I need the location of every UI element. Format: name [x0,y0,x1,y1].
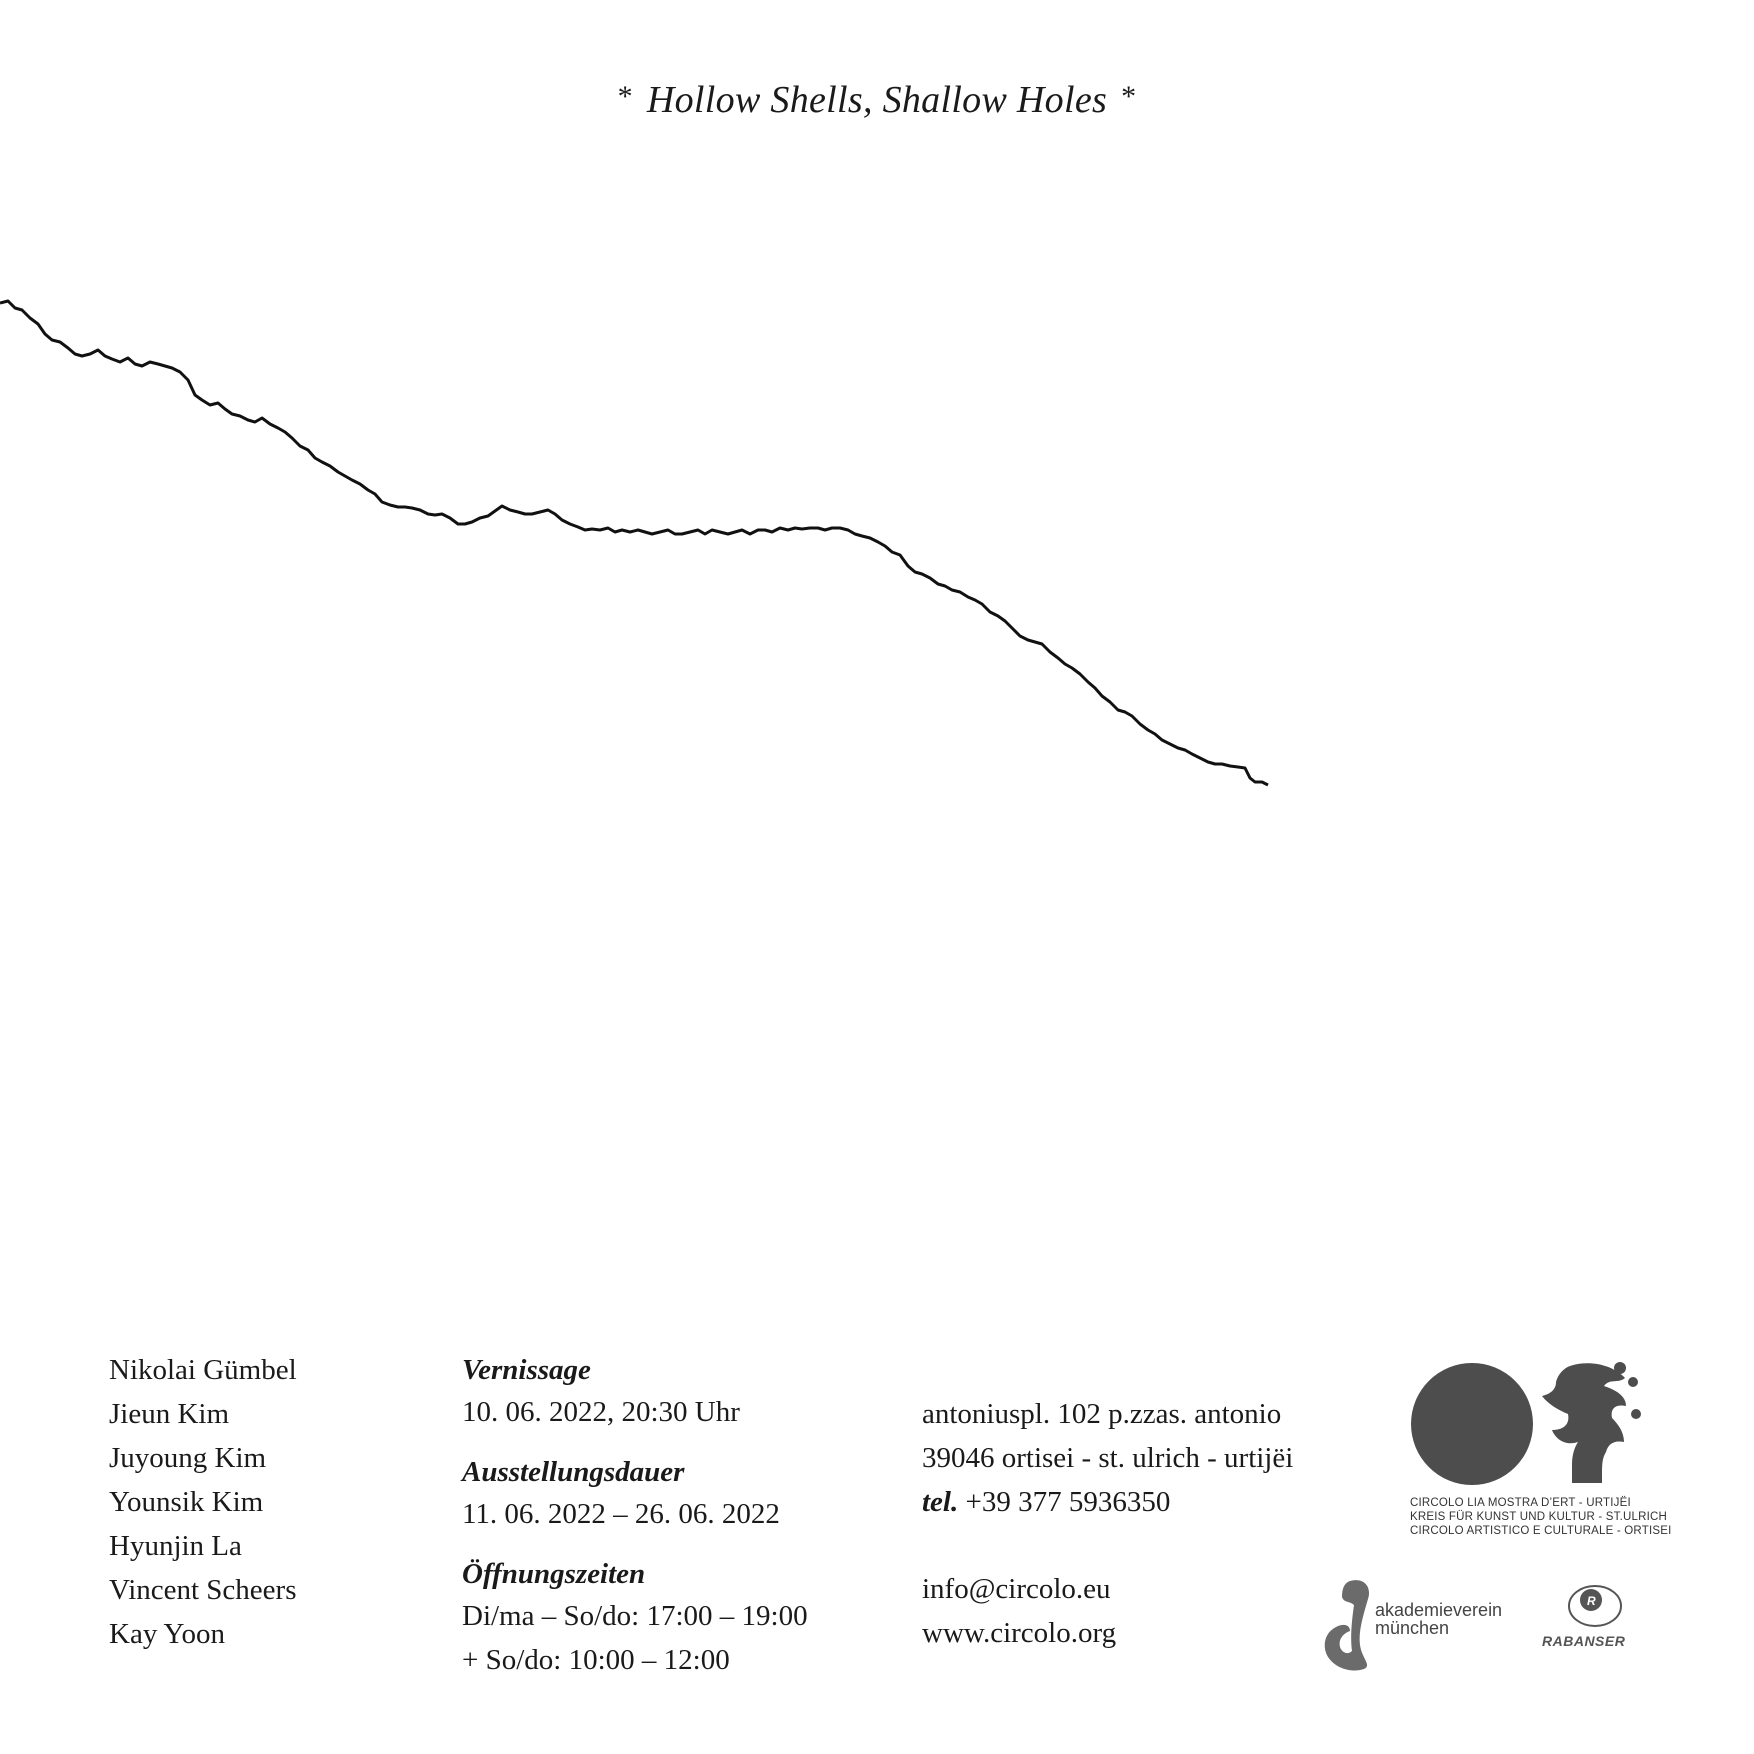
rabanser-logo-icon [1555,1576,1635,1636]
artist-name: Nikolai Gümbel [109,1354,297,1386]
duration-value: 11. 06. 2022 – 26. 06. 2022 [462,1498,780,1530]
akademieverein-logo-icon [1320,1573,1380,1673]
circolo-line-2: KREIS FÜR KUNST UND KULTUR - ST.ULRICH [1410,1511,1668,1523]
svg-text:R: R [1587,1594,1596,1608]
circolo-line-3: CIRCOLO ARTISTICO E CULTURALE - ORTISEI [1410,1525,1672,1537]
artist-name: Jieun Kim [109,1398,230,1430]
asterisk-left: * [617,80,633,113]
vernissage-label: Vernissage [462,1354,591,1386]
website-link[interactable]: www.circolo.org [922,1617,1117,1649]
tel-label: tel. [922,1486,959,1518]
phone [922,1480,1293,1524]
akademieverein-wordmark [1375,1601,1502,1637]
hours-label: Öffnungszeiten [462,1558,646,1590]
sponsor-logos [1320,1348,1680,1678]
artist-name: Hyunjin La [109,1530,242,1562]
hours-value-weekday: Di/ma – So/do: 17:00 – 19:00 [462,1600,808,1632]
akademie-line-2: münchen [1375,1618,1450,1638]
address-line-1: antoniuspl. 102 p.zzas. antonio [922,1398,1282,1430]
artist-name: Younsik Kim [109,1486,264,1518]
circolo-caption [1410,1496,1672,1538]
circolo-line-1: CIRCOLO LIA MOSTRA D’ERT - URTIJËI [1410,1497,1631,1509]
jagged-line [0,301,1268,785]
address-line-2: 39046 ortisei - st. ulrich - urtijëi [922,1442,1294,1474]
circolo-logo-icon [1320,1348,1680,1498]
artist-name: Vincent Scheers [109,1574,297,1606]
duration-label: Ausstellungsdauer [462,1456,685,1488]
hours-value-sunday: + So/do: 10:00 – 12:00 [462,1644,730,1676]
email-link[interactable]: info@circolo.eu [922,1573,1111,1605]
artist-name: Juyoung Kim [109,1442,267,1474]
vernissage-value: 10. 06. 2022, 20:30 Uhr [462,1396,740,1428]
exhibition-info [462,1348,808,1682]
tel-value: +39 377 5936350 [965,1486,1171,1518]
rabanser-wordmark: RABANSER [1542,1633,1626,1649]
artist-list [109,1348,297,1656]
title-text: Hollow Shells, Shallow Holes [646,79,1108,121]
akademie-line-1: akademieverein [1375,1600,1503,1620]
contact-info [922,1392,1293,1655]
artist-name: Kay Yoon [109,1618,226,1650]
asterisk-right: * [1121,80,1137,113]
